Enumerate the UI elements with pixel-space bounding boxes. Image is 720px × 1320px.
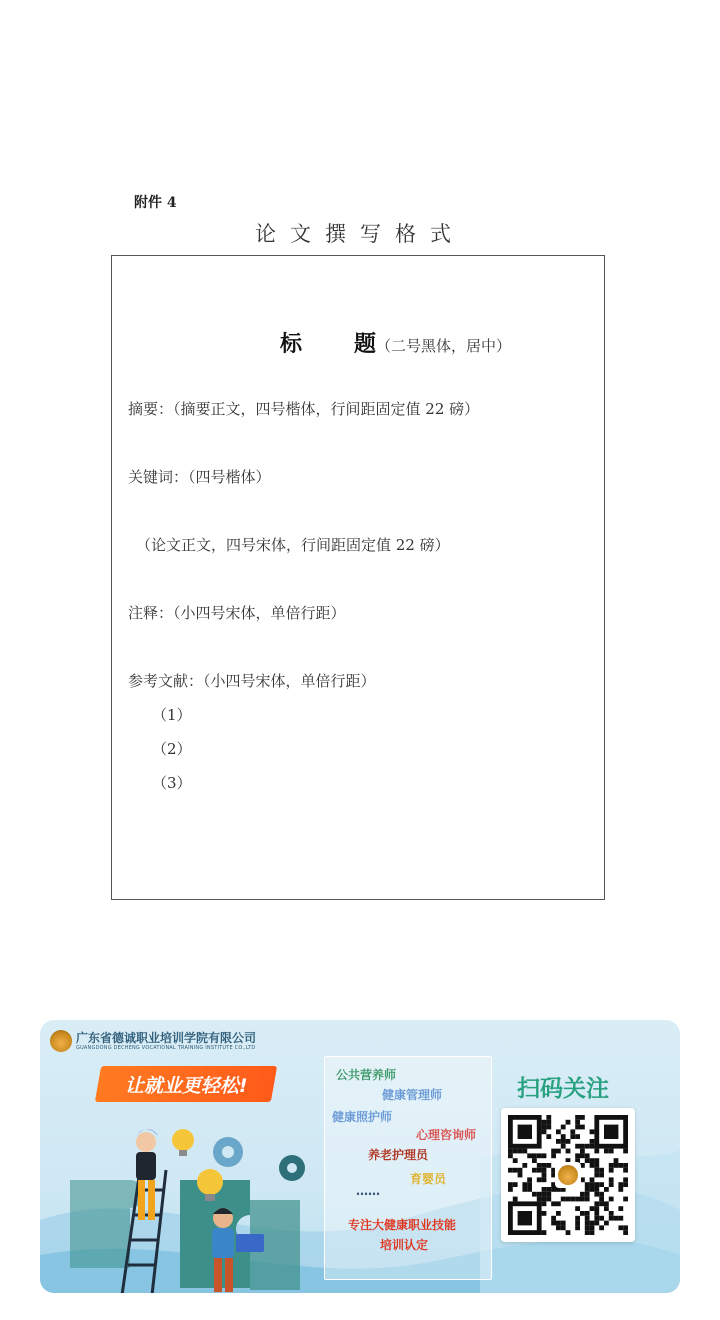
body-line: （论文正文，四号宋体，行间距固定值 22 磅）	[136, 536, 450, 554]
job-item: 心理咨询师	[416, 1128, 477, 1142]
references-line: 参考文献：（小四号宋体，单倍行距）	[128, 672, 376, 690]
slogan-badge	[95, 1066, 277, 1102]
scan-title: 扫码关注	[517, 1076, 609, 1102]
laptop	[236, 1234, 264, 1252]
person-woman	[136, 1129, 158, 1220]
heading-note: （二号黑体，居中）	[376, 337, 512, 355]
company-logo	[50, 1030, 256, 1052]
reference-item: （2）	[152, 740, 192, 758]
format-heading	[280, 327, 511, 358]
job-item: 公共营养师	[336, 1068, 397, 1082]
document-title: 论文撰写格式	[255, 222, 465, 246]
reference-item: （1）	[152, 706, 192, 724]
job-item: 健康照护师	[332, 1110, 393, 1124]
focus-line-2: 培训认定	[380, 1238, 429, 1252]
job-item: 健康管理师	[382, 1088, 443, 1102]
heading-char-2: 题	[354, 332, 377, 357]
heading-char-1: 标	[280, 332, 303, 357]
keywords-line: 关键词：（四号楷体）	[128, 468, 271, 486]
slogan-text: 让就业更轻松!	[124, 1074, 248, 1097]
notes-line: 注释：（小四号宋体，单倍行距）	[128, 604, 346, 622]
company-name: 广东省德诚职业培训学院有限公司	[76, 1030, 257, 1045]
qr-logo	[555, 1162, 581, 1188]
qr-code[interactable]	[501, 1108, 635, 1242]
reference-item: （3）	[152, 774, 192, 792]
job-item: 育婴员	[410, 1172, 447, 1186]
career-illustration	[60, 1110, 330, 1293]
job-item: 养老护理员	[368, 1148, 429, 1162]
company-logo-icon	[50, 1030, 72, 1052]
company-name-en: GUANGDONG DECHENG VOCATIONAL TRAINING INSTITUTE CO.,LTD	[76, 1044, 256, 1051]
focus-line-1: 专注大健康职业技能	[348, 1218, 457, 1232]
promo-banner	[40, 1020, 680, 1293]
job-item: ……	[356, 1184, 380, 1198]
attachment-label: 附件 4	[134, 195, 177, 211]
abstract-line: 摘要：（摘要正文，四号楷体，行间距固定值 22 磅）	[128, 400, 480, 418]
lightbulb-icon	[172, 1129, 194, 1156]
gear-icon	[213, 1137, 243, 1167]
gear-icon	[279, 1155, 305, 1181]
